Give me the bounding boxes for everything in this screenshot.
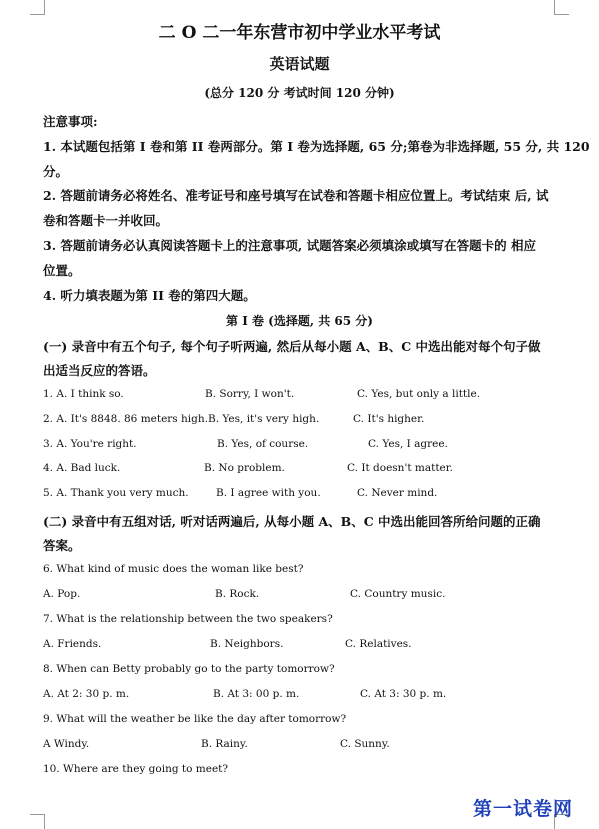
option-b: B. Yes, of course. xyxy=(217,438,309,450)
option-b: B. Sorry, I won't. xyxy=(205,388,295,400)
score-time: (总分 120 分 考试时间 120 分钟) xyxy=(204,86,395,100)
option-b: B. At 3: 00 p. m. xyxy=(213,688,300,700)
section2-instruction: 答案。 xyxy=(43,538,81,553)
section1-instruction: (一) 录音中有五个句子, 每个句子听两遍, 然后从每小题 A、B、C 中选出能对每个句子做 xyxy=(43,339,541,354)
question-text: 8. When can Betty probably go to the party tomorrow? xyxy=(43,663,335,675)
option-b: B. Neighbors. xyxy=(210,638,284,650)
option-b: B. Rock. xyxy=(215,588,260,600)
option-c: C. At 3: 30 p. m. xyxy=(360,688,447,700)
option-a: 3. A. You're right. xyxy=(43,438,137,450)
option-a: 4. A. Bad luck. xyxy=(43,462,121,474)
option-c: C. Country music. xyxy=(350,588,446,600)
part1-heading: 第 I 卷 (选择题, 共 65 分) xyxy=(226,314,373,328)
option-a: 2. A. It's 8848. 86 meters high. xyxy=(43,413,208,425)
question-text: 10. Where are they going to meet? xyxy=(43,763,229,775)
option-a: A Windy. xyxy=(43,738,90,750)
question-text: 9. What will the weather be like the day after tomorrow? xyxy=(43,713,347,725)
option-b: B. No problem. xyxy=(204,462,285,474)
option-a: A. Friends. xyxy=(43,638,102,650)
section1-instruction: 出适当反应的答语。 xyxy=(43,363,156,378)
option-b: B. I agree with you. xyxy=(216,487,321,499)
option-c: C. Yes, I agree. xyxy=(368,438,448,450)
section2-instruction: (二) 录音中有五组对话, 听对话两遍后, 从每小题 A、B、C 中选出能回答所给问题的正确 xyxy=(43,514,541,529)
crop-mark-top-right xyxy=(554,0,569,15)
site-watermark: 第一试卷网 xyxy=(472,798,573,820)
option-b: B. Yes, it's very high. xyxy=(208,413,320,425)
option-c: C. Never mind. xyxy=(357,487,438,499)
option-c: C. It doesn't matter. xyxy=(347,462,453,474)
exam-title: 二 O 二一年东营市初中学业水平考试 xyxy=(158,23,441,43)
option-a: A. At 2: 30 p. m. xyxy=(43,688,130,700)
option-a: A. Pop. xyxy=(43,588,81,600)
notice-line: 卷和答题卡一并收回。 xyxy=(43,213,169,228)
notice-line: 1. 本试题包括第 I 卷和第 II 卷两部分。第 I 卷为选择题, 65 分;第卷为非选择题, 55 分, 共 120 xyxy=(43,139,590,154)
question-text: 7. What is the relationship between the two speakers? xyxy=(43,613,333,625)
notice-heading: 注意事项: xyxy=(43,114,98,129)
option-c: C. It's higher. xyxy=(353,413,425,425)
notice-line: 2. 答题前请务必将姓名、准考证号和座号填写在试卷和答题卡相应位置上。考试结束 后, 试 xyxy=(43,188,549,203)
option-c: C. Sunny. xyxy=(340,738,390,750)
crop-mark-top-left xyxy=(30,0,45,15)
option-c: C. Relatives. xyxy=(345,638,412,650)
option-c: C. Yes, but only a little. xyxy=(357,388,481,400)
notice-line: 4. 听力填表题为第 II 卷的第四大题。 xyxy=(43,288,256,303)
option-b: B. Rainy. xyxy=(201,738,248,750)
option-a: 5. A. Thank you very much. xyxy=(43,487,189,499)
crop-mark-bottom-left xyxy=(30,814,45,829)
exam-subtitle: 英语试题 xyxy=(269,55,330,73)
notice-line: 位置。 xyxy=(43,263,81,278)
notice-line: 分。 xyxy=(43,164,69,179)
question-text: 6. What kind of music does the woman like best? xyxy=(43,563,304,575)
option-a: 1. A. I think so. xyxy=(43,388,124,400)
notice-line: 3. 答题前请务必认真阅读答题卡上的注意事项, 试题答案必须填涂或填写在答题卡的 相应 xyxy=(43,238,536,253)
